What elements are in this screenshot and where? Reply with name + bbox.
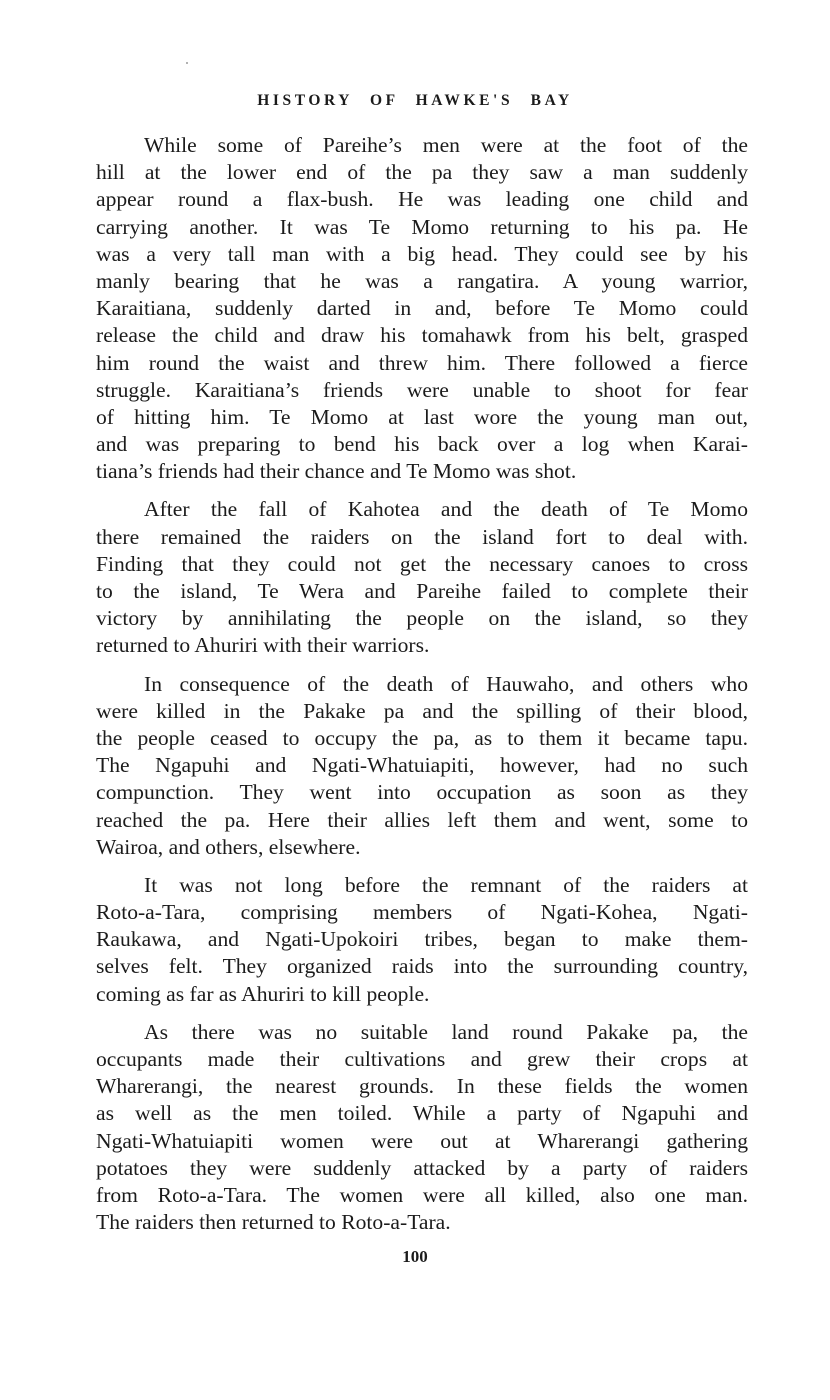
text-line: the people ceased to occupy the pa, as to them it became tapu. [96, 725, 748, 750]
text-line: potatoes they were suddenly attacked by a party of raiders [96, 1155, 748, 1180]
text-line: After the fall of Kahotea and the death of Te Momo [144, 497, 748, 522]
body-text [96, 132, 748, 1236]
text-line: returned to Ahuriri with their warriors. [96, 633, 430, 658]
paragraph-gap [96, 861, 748, 872]
text-line: of hitting him. Te Momo at last wore the young man out, [96, 404, 748, 429]
text-line: Roto-a-Tara, comprising members of Ngati-Kohea, Ngati- [96, 900, 748, 925]
text-line: victory by annihilating the people on the island, so they [96, 606, 748, 631]
text-line: struggle. Karaitiana’s friends were unable to shoot for fear [96, 377, 748, 402]
text-line: Karaitiana, suddenly darted in and, before Te Momo could [96, 296, 748, 321]
paragraph [96, 671, 748, 861]
text-line: compunction. They went into occupation as soon as they [96, 780, 748, 805]
text-line: appear round a flax-bush. He was leading one child and [96, 187, 748, 212]
running-head: HISTORY OF HAWKE'S BAY [257, 92, 573, 109]
text-line: from Roto-a-Tara. The women were all killed, also one man. [96, 1182, 748, 1207]
text-line: Wairoa, and others, elsewhere. [96, 834, 361, 859]
paragraph-gap [96, 660, 748, 671]
text-line: Raukawa, and Ngati-Upokoiri tribes, began to make them- [96, 927, 748, 952]
text-line: him round the waist and threw him. There followed a fierce [96, 350, 748, 375]
text-line: coming as far as Ahuriri to kill people. [96, 981, 430, 1006]
paragraph [96, 496, 748, 659]
text-line: In consequence of the death of Hauwaho, and others who [144, 671, 748, 696]
paragraph [96, 132, 748, 485]
text-line: were killed in the Pakake pa and the spilling of their blood, [96, 698, 748, 723]
text-line: was a very tall man with a big head. They could see by his [96, 241, 748, 266]
text-line: occupants made their cultivations and grew their crops at [96, 1047, 748, 1071]
text-line: as well as the men toiled. While a party of Ngapuhi and [96, 1101, 748, 1126]
text-line: While some of Pareihe’s men were at the foot of the [144, 133, 748, 157]
text-line: there remained the raiders on the island fort to deal with. [96, 524, 748, 549]
text-line: The raiders then returned to Roto-a-Tara. [96, 1210, 451, 1235]
text-line: The Ngapuhi and Ngati-Whatuiapiti, however, had no such [96, 753, 748, 778]
text-line: to the island, Te Wera and Pareihe failed to complete their [96, 579, 748, 603]
page-number: 100 [402, 1247, 428, 1266]
text-line: Wharerangi, the nearest grounds. In these fields the women [96, 1074, 748, 1099]
text-line: Ngati-Whatuiapiti women were out at Wharerangi gathering [96, 1128, 748, 1153]
text-line: release the child and draw his tomahawk from his belt, grasped [96, 323, 748, 348]
paragraph [96, 872, 748, 1008]
text-line: hill at the lower end of the pa they saw a man suddenly [96, 160, 748, 185]
text-line: As there was no suitable land round Pakake pa, the [144, 1019, 748, 1044]
paragraph [96, 1019, 748, 1237]
paragraph-gap [96, 1008, 748, 1019]
text-line: It was not long before the remnant of the raiders at [144, 872, 748, 897]
text-line: carrying another. It was Te Momo returning to his pa. He [96, 214, 748, 239]
text-line: tiana’s friends had their chance and Te Momo was shot. [96, 459, 577, 484]
paper-speck [186, 62, 188, 64]
paragraph-gap [96, 485, 748, 496]
text-line: and was preparing to bend his back over a log when Karai- [96, 432, 748, 457]
text-line: manly bearing that he was a rangatira. A young warrior, [96, 268, 748, 293]
text-line: selves felt. They organized raids into the surrounding country, [96, 954, 748, 979]
text-line: reached the pa. Here their allies left them and went, some to [96, 807, 748, 832]
text-line: Finding that they could not get the necessary canoes to cross [96, 551, 748, 576]
